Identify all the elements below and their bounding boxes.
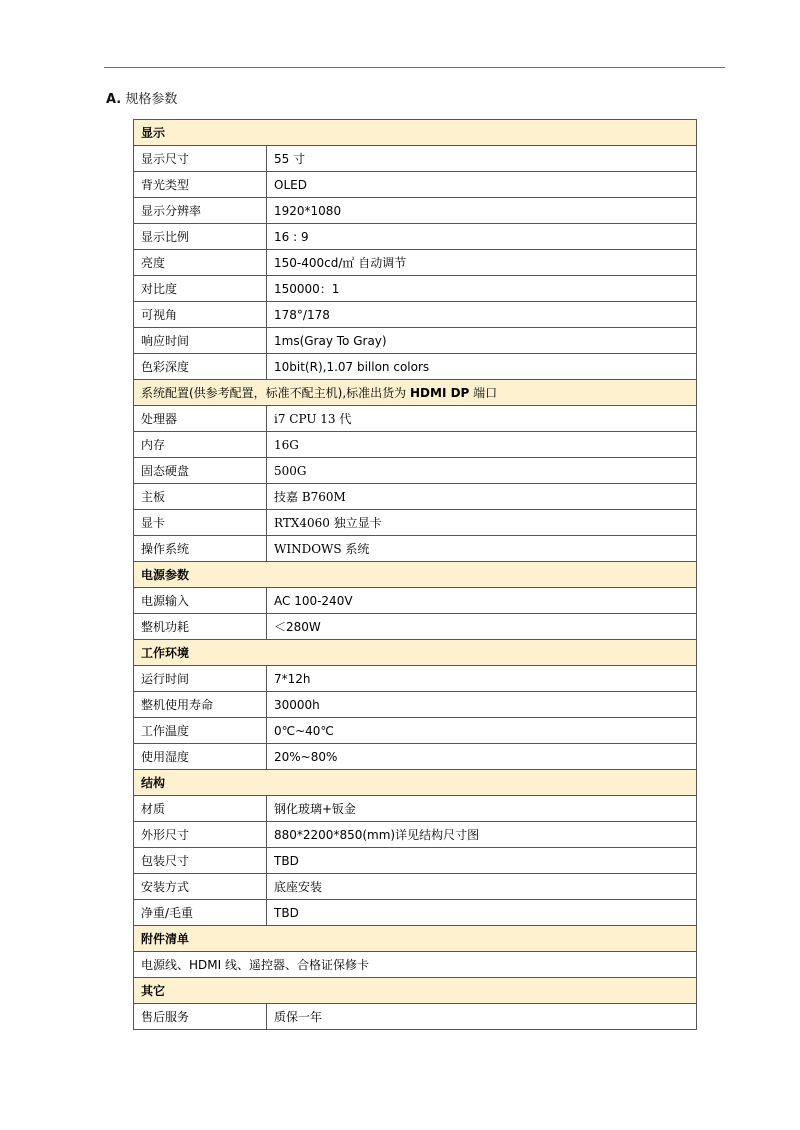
table-row [134, 224, 697, 250]
section-row-display [134, 120, 697, 146]
section-heading [106, 90, 177, 110]
row-value: 30000h [267, 692, 697, 718]
section-title-bold: HDMI DP [410, 385, 470, 400]
header-rule [104, 67, 725, 68]
table-row [134, 458, 697, 484]
table-row [134, 536, 697, 562]
row-value: 7*12h [267, 666, 697, 692]
row-label: 材质 [134, 796, 267, 822]
table-row [134, 848, 697, 874]
row-value: ＜280W [267, 614, 697, 640]
row-value: 0℃~40℃ [267, 718, 697, 744]
accessories-list: 电源线、HDMI 线、遥控器、合格证保修卡 [134, 952, 697, 978]
row-value: 质保一年 [267, 1004, 697, 1030]
table-row [134, 406, 697, 432]
table-row [134, 822, 697, 848]
row-value: 底座安装 [267, 874, 697, 900]
table-row [134, 146, 697, 172]
row-label: 对比度 [134, 276, 267, 302]
row-label: 运行时间 [134, 666, 267, 692]
table-row [134, 250, 697, 276]
spec-table [133, 119, 697, 1030]
section-row-structure [134, 770, 697, 796]
row-value: 150000：1 [267, 276, 697, 302]
row-value: 55 寸 [267, 146, 697, 172]
table-row [134, 614, 697, 640]
table-row [134, 666, 697, 692]
row-label: 色彩深度 [134, 354, 267, 380]
section-title: 结构 [134, 770, 697, 796]
row-value: AC 100-240V [267, 588, 697, 614]
row-label: 整机功耗 [134, 614, 267, 640]
row-value: 500G [267, 458, 697, 484]
section-title: 工作环境 [134, 640, 697, 666]
section-title [134, 380, 697, 406]
section-row-other [134, 978, 697, 1004]
row-value: TBD [267, 848, 697, 874]
row-label: 使用湿度 [134, 744, 267, 770]
table-row [134, 952, 697, 978]
row-value: 16 : 9 [267, 224, 697, 250]
row-value: 10bit(R),1.07 billon colors [267, 354, 697, 380]
row-label: 背光类型 [134, 172, 267, 198]
section-row-environment [134, 640, 697, 666]
row-value: 1ms(Gray To Gray) [267, 328, 697, 354]
table-row [134, 302, 697, 328]
table-row [134, 172, 697, 198]
row-value: 1920*1080 [267, 198, 697, 224]
table-row [134, 692, 697, 718]
section-title: 显示 [134, 120, 697, 146]
table-row [134, 1004, 697, 1030]
table-row [134, 874, 697, 900]
row-label: 净重/毛重 [134, 900, 267, 926]
row-value: i7 CPU 13 代 [267, 406, 697, 432]
table-row [134, 432, 697, 458]
row-value: 技嘉 B760M [267, 484, 697, 510]
row-label: 亮度 [134, 250, 267, 276]
row-label: 电源输入 [134, 588, 267, 614]
row-label: 内存 [134, 432, 267, 458]
row-label: 主板 [134, 484, 267, 510]
table-row [134, 354, 697, 380]
row-label: 操作系统 [134, 536, 267, 562]
section-title-pre: 系统配置(供参考配置，标准不配主机),标准出货为 [141, 385, 410, 400]
table-row [134, 328, 697, 354]
table-row [134, 588, 697, 614]
table-row [134, 198, 697, 224]
row-value: 150-400cd/㎡ 自动调节 [267, 250, 697, 276]
row-label: 工作温度 [134, 718, 267, 744]
table-row [134, 796, 697, 822]
section-row-system [134, 380, 697, 406]
row-label: 外形尺寸 [134, 822, 267, 848]
row-label: 固态硬盘 [134, 458, 267, 484]
row-value: 178°/178 [267, 302, 697, 328]
table-row [134, 744, 697, 770]
row-label: 包装尺寸 [134, 848, 267, 874]
row-value: OLED [267, 172, 697, 198]
row-label: 安装方式 [134, 874, 267, 900]
table-row [134, 900, 697, 926]
row-label: 显示比例 [134, 224, 267, 250]
section-title: 电源参数 [134, 562, 697, 588]
row-value: RTX4060 独立显卡 [267, 510, 697, 536]
row-label: 处理器 [134, 406, 267, 432]
heading-title: 规格参数 [125, 92, 178, 107]
section-title: 附件清单 [134, 926, 697, 952]
row-value: WINDOWS 系统 [267, 536, 697, 562]
table-row [134, 718, 697, 744]
section-title: 其它 [134, 978, 697, 1004]
table-row [134, 484, 697, 510]
heading-prefix: A. [106, 92, 122, 107]
row-label: 售后服务 [134, 1004, 267, 1030]
section-row-accessories [134, 926, 697, 952]
row-value: 20%~80% [267, 744, 697, 770]
table-row [134, 276, 697, 302]
row-label: 可视角 [134, 302, 267, 328]
row-label: 显示尺寸 [134, 146, 267, 172]
row-label: 响应时间 [134, 328, 267, 354]
row-label: 整机使用寿命 [134, 692, 267, 718]
row-value: 16G [267, 432, 697, 458]
row-value: 880*2200*850(mm)详见结构尺寸图 [267, 822, 697, 848]
row-label: 显卡 [134, 510, 267, 536]
section-title-post: 端口 [469, 385, 498, 400]
row-label: 显示分辨率 [134, 198, 267, 224]
table-row [134, 510, 697, 536]
section-row-power [134, 562, 697, 588]
row-value: TBD [267, 900, 697, 926]
row-value: 钢化玻璃+钣金 [267, 796, 697, 822]
